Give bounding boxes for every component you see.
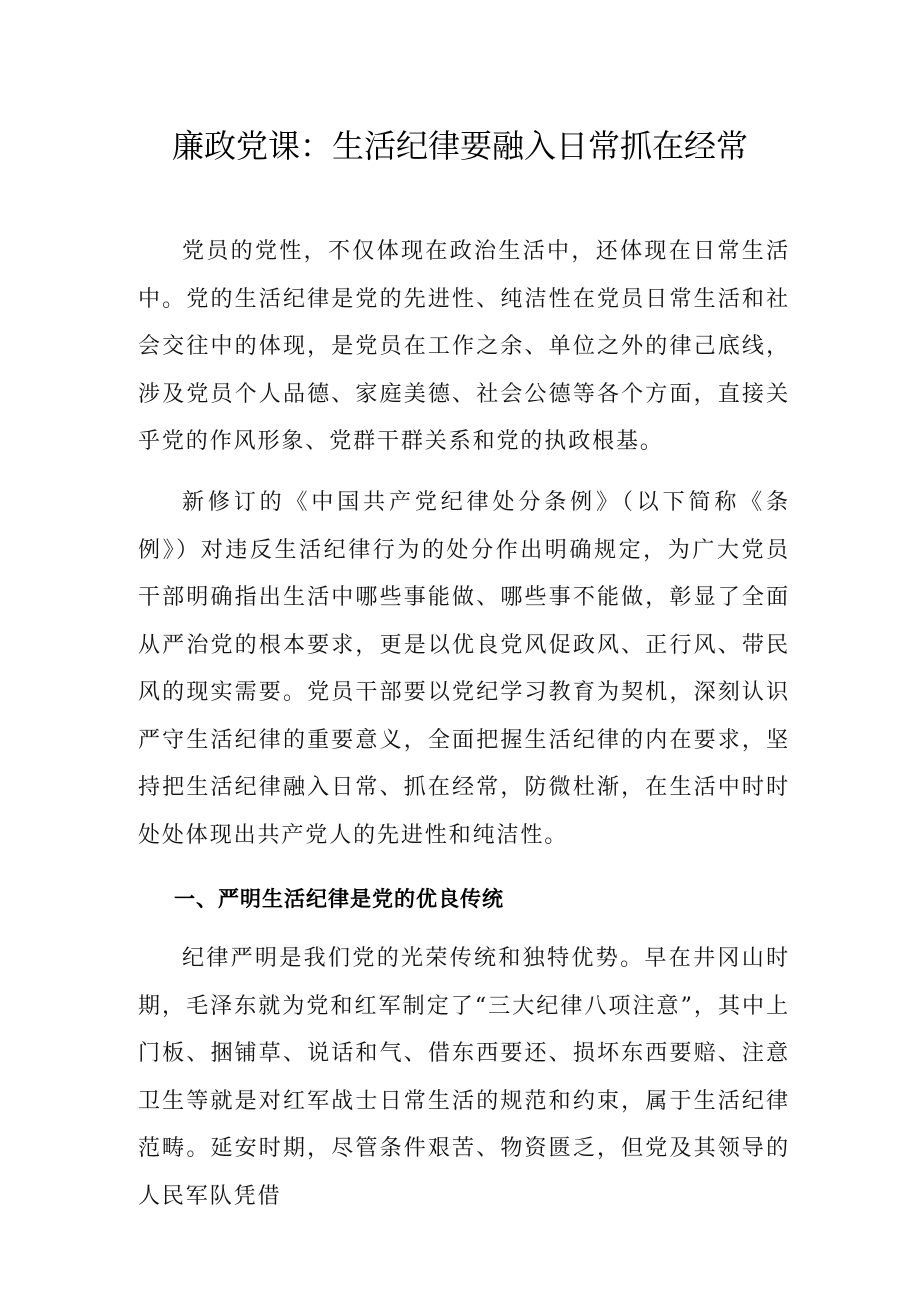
section-heading-1: 一、严明生活纪律是党的优良传统 bbox=[174, 887, 504, 911]
paragraph-2: 新修订的《中国共产党纪律处分条例》（以下简称《条例》）对违反生活纪律行为的处分作出明确规定，为广大党员干部明确指出生活中哪些事能做、哪些事不能做，彰显了全面从严治党的根本要求，更是以优良党风促政风、正行风、带民风的现实需要。党员干部要以党纪学习教育为契机，深刻认识严守生活纪律的重要意义，全面把握生活纪律的内在要求，坚持把生活纪律融入日常、抓在经常，防微杜渐，在生活中时时处处体现出共产党人的先进性和纯洁性。 bbox=[138, 490, 790, 848]
paragraph-1: 党员的党性，不仅体现在政治生活中，还体现在日常生活中。党的生活纪律是党的先进性、纯洁性在党员日常生活和社会交往中的体现，是党员在工作之余、单位之外的律己底线，涉及党员个人品德、家庭美德、社会公德等各个方面，直接关乎党的作风形象、党群干群关系和党的执政根基。 bbox=[138, 239, 790, 454]
document-title: 廉政党课：生活纪律要融入日常抓在经常 bbox=[171, 127, 748, 165]
section-1-paragraph: 纪律严明是我们党的光荣传统和独特优势。早在井冈山时期，毛泽东就为党和红军制定了“三大纪律八项注意”，其中上门板、捆铺草、说话和气、借东西要还、损坏东西要赔、注意卫生等就是对红军战士日常生活的规范和约束，属于生活纪律范畴。延安时期，尽管条件艰苦、物资匮乏，但党及其领导的人民军队凭借 bbox=[138, 946, 790, 1209]
